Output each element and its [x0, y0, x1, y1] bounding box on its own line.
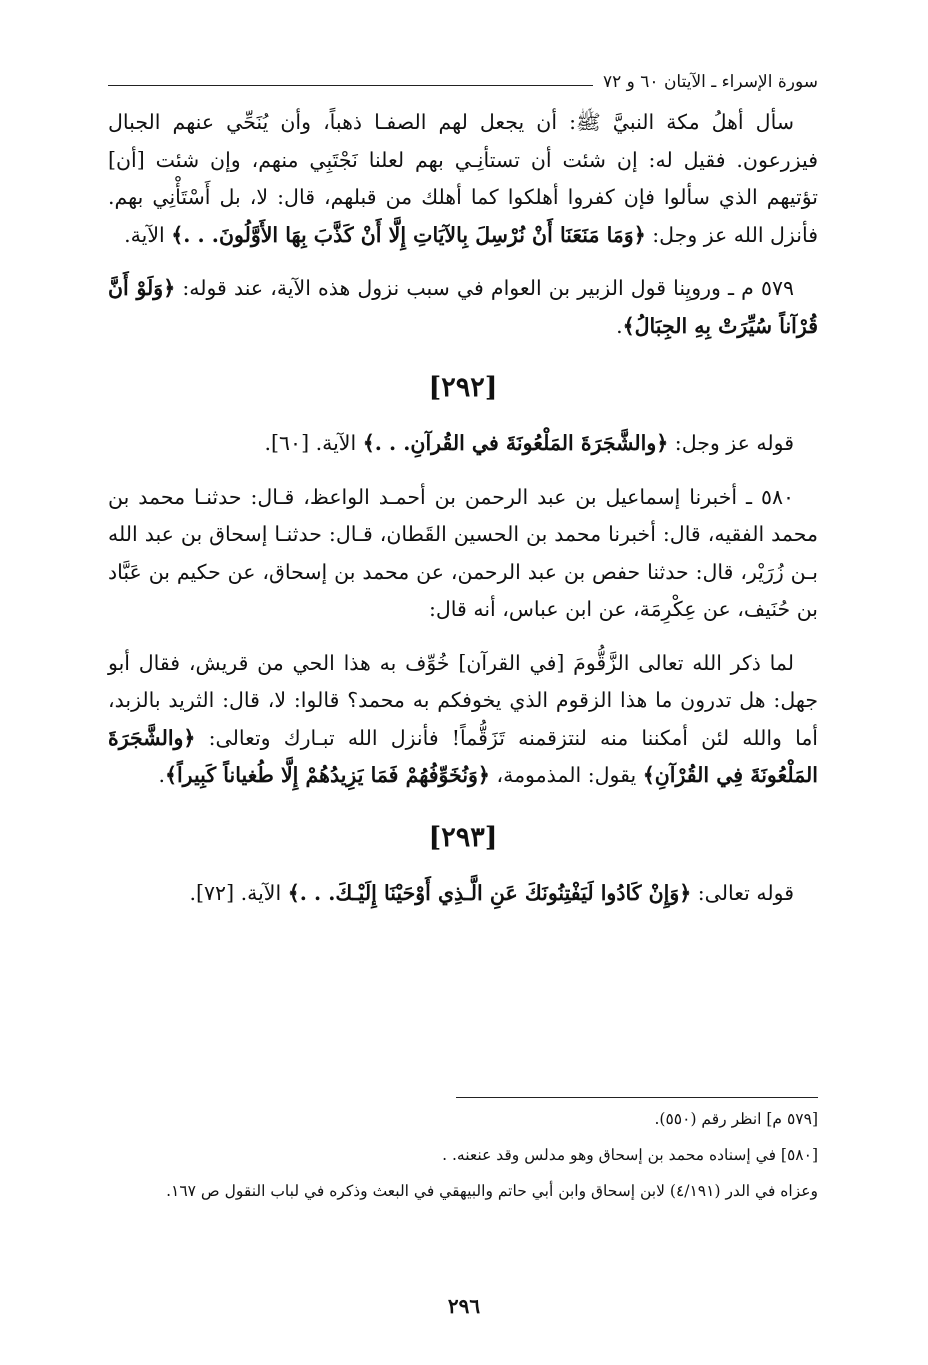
text-run: ٥٧٩ م ـ ورويِنا قول الزبير بن العوام في سبب نزول هذه الآية، عند قوله: — [175, 276, 794, 300]
footnote-580-continued: وعزاه في الدر (٤/١٩١) لابن إسحاق وابن أبي حاتم والبيهقي في البعث وذكره في لباب النقول ص ١٦٧. — [166, 1182, 818, 1200]
paragraph-580-isnad: ٥٨٠ ـ أخبرنا إسماعيل بن عبد الرحمن بن أحمـد الواعظ، قـال: حدثنـا محمد بن محمد الفقيه، قال: أخبرنا محمد بن الحسين القَطان، قـال: حدثنـا إسحاق بن عبد الله بـن زُرَيْر، قال: حدثنا حفص بن عبد الرحمن، عن محمد بن إسحاق، عن حكيم بن عَبَّاد بن حُنَيف، عن عِكْرِمَة، عن ابن عباس، أنه قال: — [108, 484, 818, 621]
section-number-293: [٢٩٣] — [428, 821, 498, 853]
section-292-intro — [108, 425, 818, 463]
footnotes — [108, 1104, 818, 1206]
text-run: يقول: المذمومة، — [489, 763, 643, 787]
quran-verse: ﴿وَمَا مَنَعَنَا أَنْ نُرْسِلَ بِالآيَاتِ إِلَّا أَنْ كَذَّبَ بِهَا الأَوَّلُونَ. . .﴾ — [171, 222, 646, 247]
text-run: . — [158, 763, 165, 787]
section-number-292: [٢٩٢] — [428, 372, 498, 403]
paragraph-zaqqum-story — [108, 645, 818, 795]
text-run: . — [616, 313, 623, 338]
paragraph-579 — [108, 270, 818, 345]
text-run: قوله عز وجل: — [668, 431, 794, 455]
quran-verse: ﴿وَإِنْ كَادُوا لَيَفْتِنُونَكَ عَنِ الَّـذِي أَوْحَيْنَا إِلَيْـكَ. . .﴾ — [287, 880, 692, 905]
header-rule — [108, 85, 593, 86]
quran-verse: ﴿وَلَوْ أَنَّ قُرْآناً سُيِّرَتْ بِهِ الجِبَالُ﴾ — [108, 276, 818, 338]
quran-verse: ﴿والشَّجَرَةَ المَلْعُونَةَ فِي القُرْآنِ﴾ — [108, 725, 818, 787]
quran-verse: ﴿وَنُخَوِّفُهُمْ فَمَا يَزِيدُهُمْ إِلَّا طُغياناً كَبِيراً﴾ — [164, 763, 490, 787]
text-run: الآية. [٧٢]. — [189, 880, 288, 905]
paragraph-hadith-context — [108, 104, 818, 254]
running-title: سورة الإسراء ـ الآيتان ٦٠ و ٧٢ — [602, 72, 818, 92]
section-293-intro — [108, 875, 818, 913]
footnote-579: [٥٧٩ م] انظر رقم (٥٥٠). — [654, 1110, 818, 1128]
main-text — [108, 104, 818, 912]
quran-verse: ﴿والشَّجَرَةَ المَلْعُونَةَ في القُرآنِ. . .﴾ — [362, 431, 669, 455]
text-run: لما ذكر الله تعالى الزَّقُّومَ [في القرآن] خُوِّف به هذا الحي من قريش، فقال أبو جهل: هل تدرون ما هذا الزقوم الذي يخوفكم به محمد؟ قالوا: لا، قال: الثريد بالزبد، أما والله لئن أمكننا منه لنتزقمنه تَزَقُّماً! فأنزل الله تبـارك وتعالى: — [108, 650, 818, 750]
footnote-separator — [456, 1097, 818, 1098]
text-run: الآية. — [124, 222, 172, 247]
page-number: ٢٩٦ — [447, 1294, 481, 1318]
text-run: سأل أهلُ مكة النبيَّ ﷺ: أن يجعل لهم الصفـا ذهباً، وأن يُنَحِّي عنهم الجبال فيزرعون. فقيل له: إن شئت أن تستأنِـي بهم لعلنا نَجْتَبِي منهم، وإن شئت [أن] تؤتيهم الذي سألوا فإن كفروا أهلكوا كما أهلك من قبلهم، قال: لا، بل أَسْتَأْنِي بهم. فأنزل الله عز وجل: — [108, 110, 818, 247]
text-run: الآية. [٦٠]. — [264, 431, 363, 455]
running-header — [108, 68, 818, 96]
footnote-580: [٥٨٠] في إسناده محمد بن إسحاق وهو مدلس وقد عنعنه. . — [442, 1146, 818, 1164]
text-run: قوله تعالى: — [691, 880, 794, 905]
